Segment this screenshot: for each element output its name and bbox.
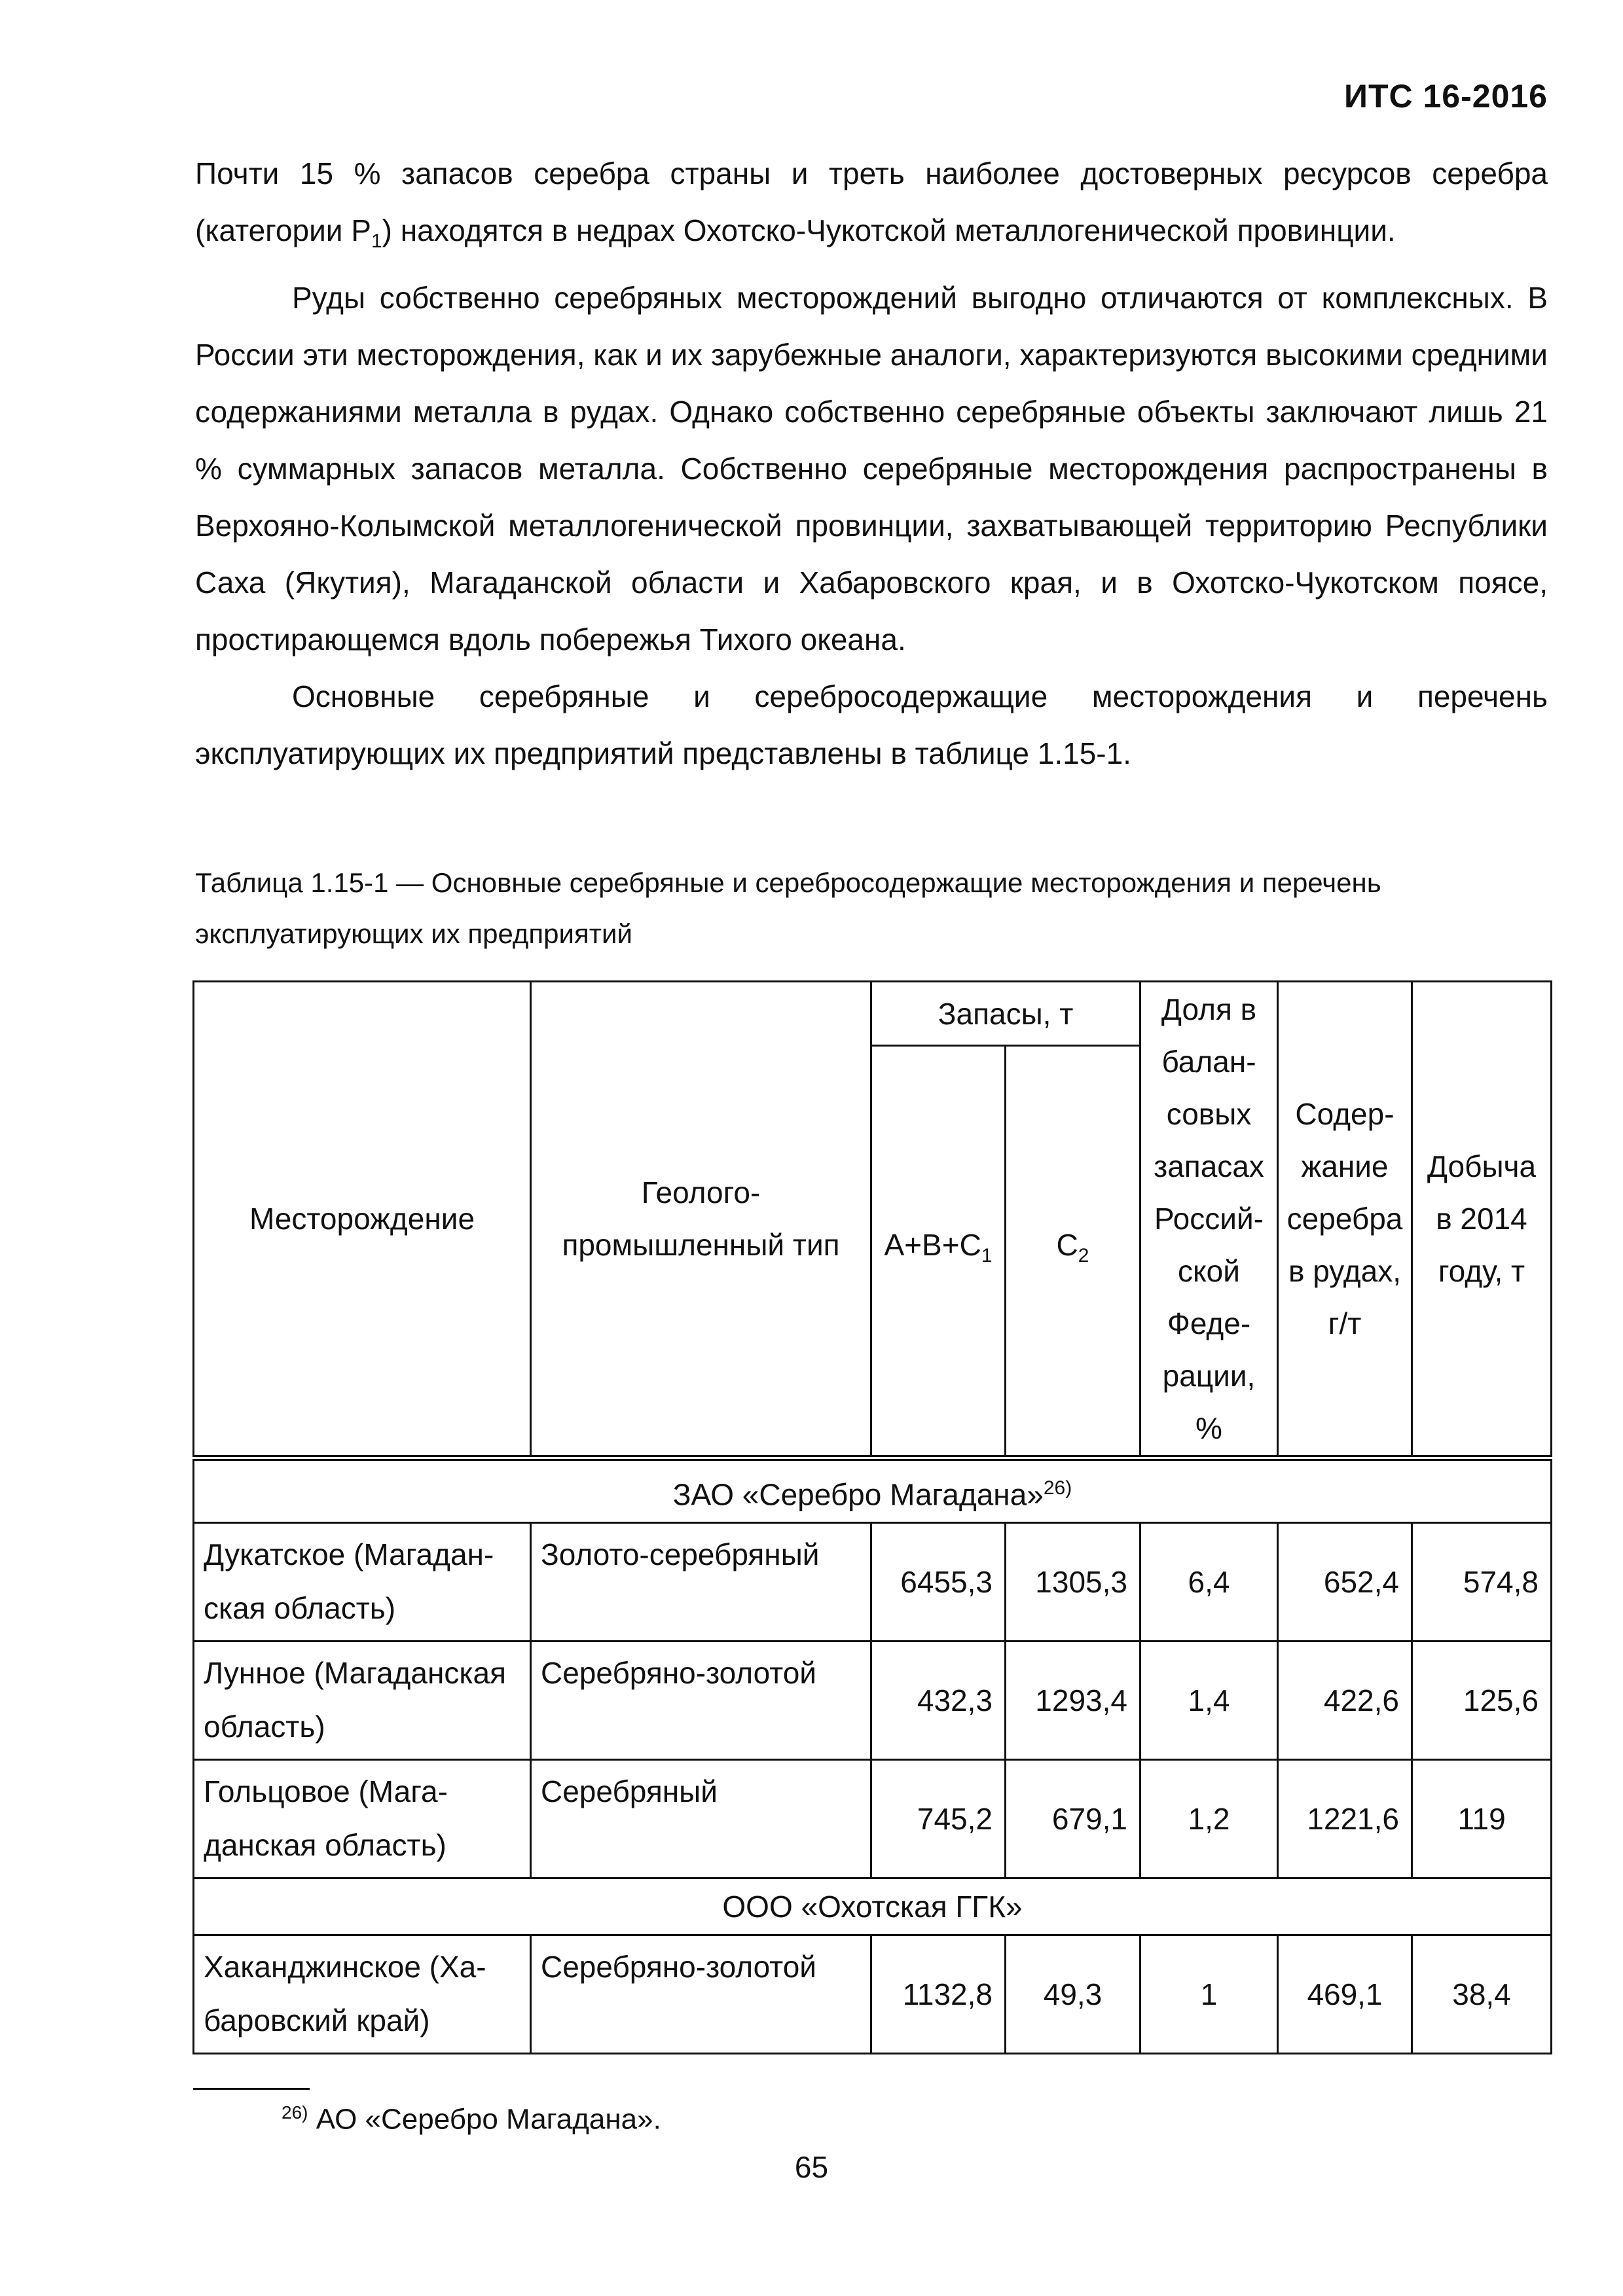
cell-deposit: Гольцовое (Магаданская область)	[194, 1760, 531, 1878]
cell-c2: 49,3	[1006, 1935, 1140, 2054]
footnote-divider	[193, 2088, 310, 2090]
group-row	[194, 1458, 1552, 1523]
footnote-mark: 26)	[1043, 1477, 1072, 1499]
cell-share: 1,4	[1140, 1641, 1278, 1760]
cell-content: 469,1	[1278, 1935, 1412, 2054]
cell-abc: 432,3	[871, 1641, 1006, 1760]
table-row	[194, 1935, 1552, 2054]
cell-content: 1221,6	[1278, 1760, 1412, 1878]
cell-c2: 1305,3	[1006, 1523, 1140, 1641]
paragraph-2: Руды собственно серебряных месторождений выгодно отличаются от комплексных. В России эти месторождения, как и их зарубежные аналоги, характеризуются высокими средними содержаниями металла в рудах. Однако собственно серебряные объекты заключают лишь 21 % суммарных запасов металла. Собственно серебряные месторождения распространены в Верхояно-Колымской металлогенической провинции, захватывающей территорию Республики Саха (Якутия), Магаданской области и Хабаровского края, и в Охотско-Чукотском поясе, простирающемся вдоль побережья Тихого океана.	[195, 281, 1548, 657]
table-caption: Таблица 1.15-1 — Основные серебряные и сереброcодержащие месторождения и перечень эксплуатирующих их предприятий	[195, 867, 1381, 949]
cell-deposit: Хаканджинское (Хабаровский край)	[194, 1935, 531, 2054]
cell-type: Серебряный	[531, 1760, 871, 1878]
header-output: Добыча в 2014 году, т	[1412, 982, 1552, 1458]
cell-output: 119	[1412, 1760, 1552, 1878]
cell-abc: 6455,3	[871, 1523, 1006, 1641]
table-row	[194, 1641, 1552, 1760]
header-abc1: $А+В+С_1$	[871, 1046, 1006, 1458]
table-row	[194, 1760, 1552, 1878]
cell-c2: 679,1	[1006, 1760, 1140, 1878]
cell-deposit: Лунное (Магаданская область)	[194, 1641, 531, 1760]
header-c2: $С_2$	[1006, 1046, 1140, 1458]
body-text	[195, 145, 1548, 782]
cell-content: 422,6	[1278, 1641, 1412, 1760]
header-deposit: Месторождение	[194, 982, 531, 1458]
header-geo-type: Геолого- промышленный тип	[531, 982, 871, 1458]
paragraph-1: Почти 15 % запасов серебра страны и треть наиболее достоверных ресурсов серебра (категории $P_1$) находятся в недрах Охотско-Чукотской металлогенической провинции.	[195, 156, 1548, 253]
cell-content: 652,4	[1278, 1523, 1412, 1641]
table-row	[194, 1523, 1552, 1641]
cell-type: Серебряно-золотой	[531, 1641, 871, 1760]
header-reserves: Запасы, т	[871, 982, 1140, 1046]
cell-deposit: Дукатское (Магаданская область)	[194, 1523, 531, 1641]
cell-c2: 1293,4	[1006, 1641, 1140, 1760]
footnote-mark: 26)	[282, 2102, 308, 2123]
cell-output: 574,8	[1412, 1523, 1552, 1641]
cell-output: 125,6	[1412, 1641, 1552, 1760]
header-content: Содержание серебра в рудах, г/т	[1278, 982, 1412, 1458]
footnote: $^{26)}$ АО «Серебро Магадана».	[282, 2102, 661, 2136]
group-title: ЗАО «Серебро Магадана»$^{26)}$	[194, 1458, 1552, 1523]
cell-share: 6,4	[1140, 1523, 1278, 1641]
header-share: Доля в балансовых запасах Российской Федерации, %	[1140, 982, 1278, 1458]
deposits-table	[192, 980, 1552, 2054]
group-row	[194, 1878, 1552, 1935]
cell-abc: 745,2	[871, 1760, 1006, 1878]
cell-type: Золото-серебряный	[531, 1523, 871, 1641]
document-code: ИТС 16-2016	[1344, 78, 1548, 115]
paragraph-3: Основные серебряные и сереброcодержащие месторождения и перечень эксплуатирующих их предприятий представлены в таблице 1.15-1.	[195, 679, 1548, 771]
cell-output: 38,4	[1412, 1935, 1552, 2054]
cell-type: Серебряно-золотой	[531, 1935, 871, 2054]
cell-abc: 1132,8	[871, 1935, 1006, 2054]
cell-share: 1,2	[1140, 1760, 1278, 1878]
group-title: ООО «Охотская ГГК»	[194, 1878, 1552, 1935]
cell-share: 1	[1140, 1935, 1278, 2054]
page-number: 65	[794, 2150, 829, 2184]
